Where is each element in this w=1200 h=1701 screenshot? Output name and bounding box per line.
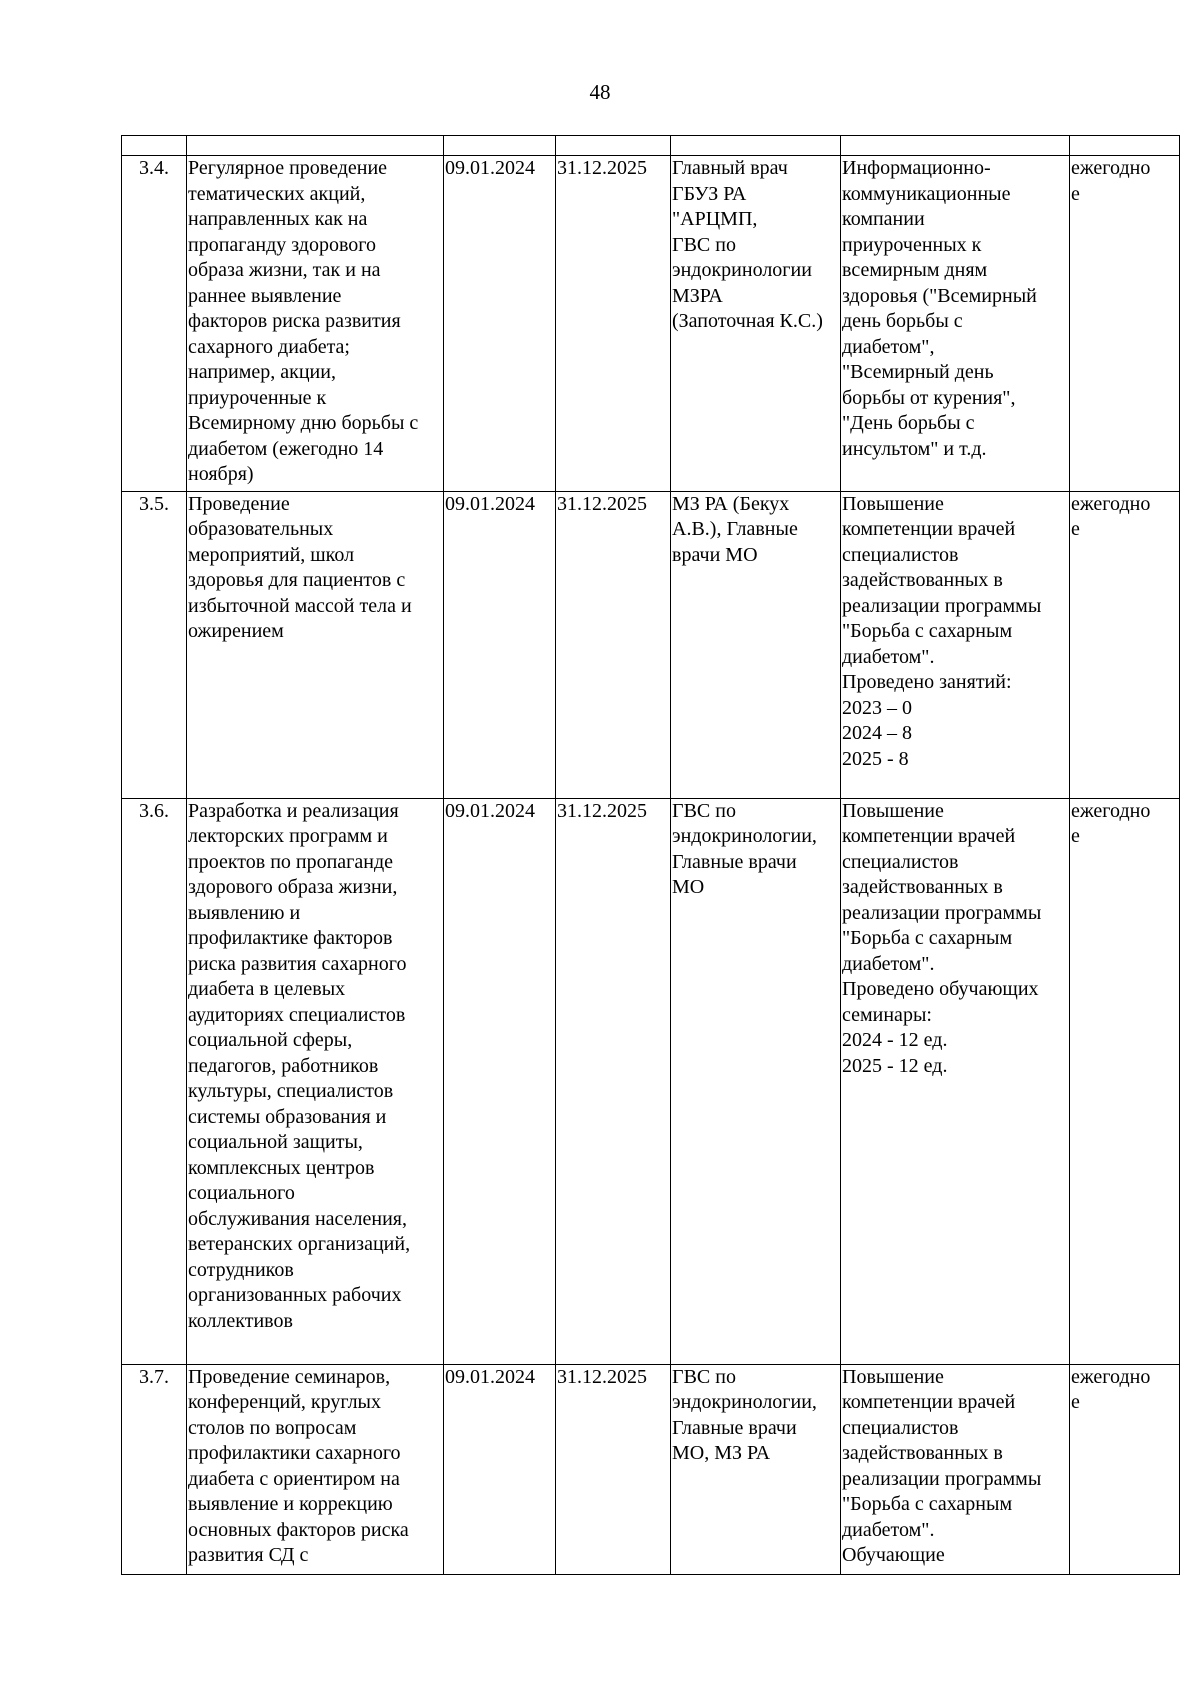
periodicity: ежегодно е <box>1070 798 1180 1364</box>
start-date: 09.01.2024 <box>444 1364 556 1574</box>
periodicity: ежегодно е <box>1070 156 1180 492</box>
periodicity: ежегодно е <box>1070 491 1180 798</box>
event-description: Проведение семинаров, конференций, круглых столов по вопросам профилактики сахарного диабета с ориентиром на выявление и коррекцию основных факторов риска развития СД с <box>187 1364 444 1574</box>
table-row <box>122 156 1180 492</box>
header-cell <box>122 136 187 156</box>
expected-result: Повышение компетенции врачей специалистов задействованных в реализации программы "Борьба с сахарным диабетом". Проведено занятий: 2023 – 0 2024 – 8 2025 - 8 <box>841 491 1070 798</box>
expected-result: Информационно- коммуникационные компании приуроченных к всемирным дням здоровья ("Всемирный день борьбы с диабетом", "Всемирный день борьбы от курения", "День борьбы с инсультом" и т.д. <box>841 156 1070 492</box>
table-header-row <box>122 136 1180 156</box>
start-date: 09.01.2024 <box>444 156 556 492</box>
start-date: 09.01.2024 <box>444 798 556 1364</box>
header-cell <box>556 136 671 156</box>
table-row <box>122 1364 1180 1574</box>
event-description: Разработка и реализация лекторских программ и проектов по пропаганде здорового образа жизни, выявлению и профилактике факторов риска развития сахарного диабета в целевых аудиториях специалистов социальной сферы, педагогов, работников культуры, специалистов системы образования и социальной защиты, комплексных центров социального обслуживания населения, ветеранских организаций, сотрудников организованных рабочих коллективов <box>187 798 444 1364</box>
end-date: 31.12.2025 <box>556 798 671 1364</box>
header-cell <box>444 136 556 156</box>
header-cell <box>1070 136 1180 156</box>
row-number: 3.6. <box>122 798 187 1364</box>
header-cell <box>187 136 444 156</box>
header-cell <box>671 136 841 156</box>
plan-table <box>121 135 1180 1575</box>
end-date: 31.12.2025 <box>556 1364 671 1574</box>
table-row <box>122 798 1180 1364</box>
responsible: Главный врач ГБУЗ РА "АРЦМП, ГВС по эндокринологии МЗРА (Запоточная К.С.) <box>671 156 841 492</box>
row-number: 3.5. <box>122 491 187 798</box>
responsible: ГВС по эндокринологии, Главные врачи МО <box>671 798 841 1364</box>
start-date: 09.01.2024 <box>444 491 556 798</box>
header-cell <box>841 136 1070 156</box>
row-number: 3.7. <box>122 1364 187 1574</box>
responsible: МЗ РА (Бекух А.В.), Главные врачи МО <box>671 491 841 798</box>
end-date: 31.12.2025 <box>556 491 671 798</box>
row-number: 3.4. <box>122 156 187 492</box>
event-description: Проведение образовательных мероприятий, школ здоровья для пациентов с избыточной массой тела и ожирением <box>187 491 444 798</box>
table-row <box>122 491 1180 798</box>
end-date: 31.12.2025 <box>556 156 671 492</box>
responsible: ГВС по эндокринологии, Главные врачи МО, МЗ РА <box>671 1364 841 1574</box>
expected-result: Повышение компетенции врачей специалистов задействованных в реализации программы "Борьба с сахарным диабетом". Проведено обучающих семинары: 2024 - 12 ед. 2025 - 12 ед. <box>841 798 1070 1364</box>
periodicity: ежегодно е <box>1070 1364 1180 1574</box>
expected-result: Повышение компетенции врачей специалистов задействованных в реализации программы "Борьба с сахарным диабетом". Обучающие <box>841 1364 1070 1574</box>
page-number: 48 <box>589 80 611 104</box>
event-description: Регулярное проведение тематических акций, направленных как на пропаганду здорового образа жизни, так и на раннее выявление факторов риска развития сахарного диабета; например, акции, приуроченные к Всемирному дню борьбы с диабетом (ежегодно 14 ноября) <box>187 156 444 492</box>
